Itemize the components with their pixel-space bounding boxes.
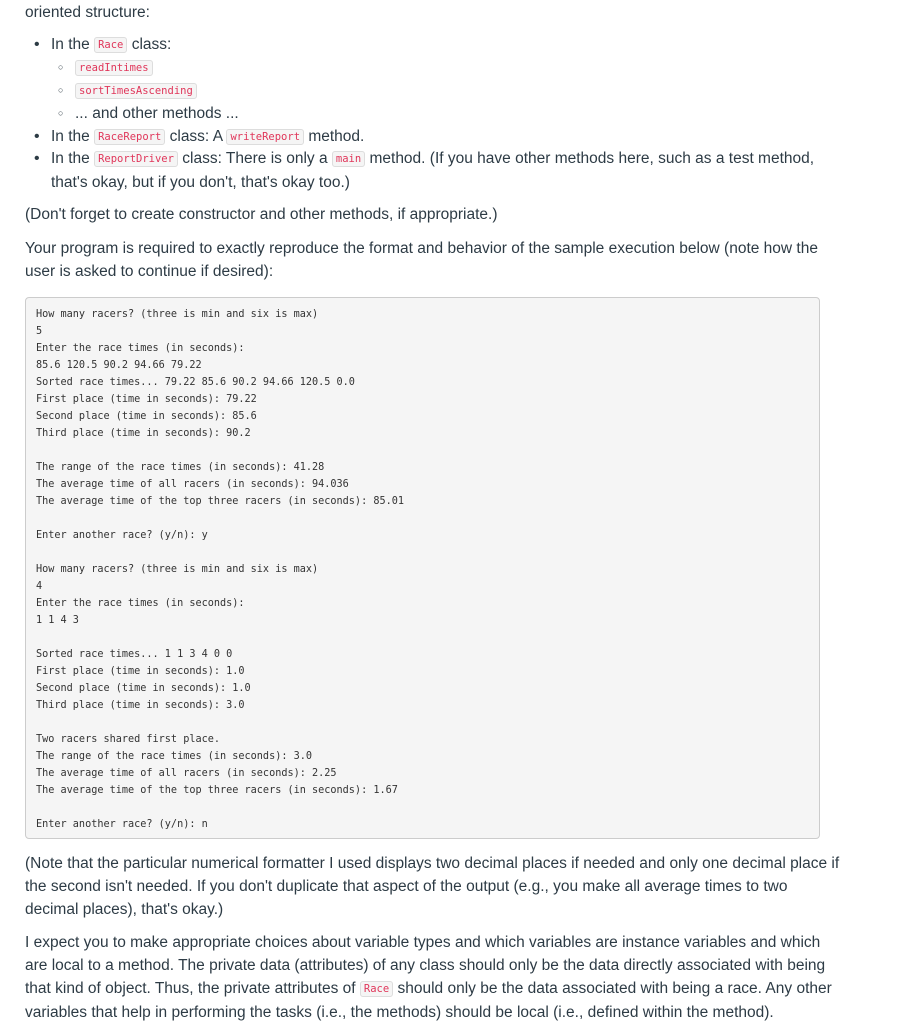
output-line: 5 [36, 326, 43, 337]
sample-execution-output [36, 306, 819, 833]
output-line: Enter the race times (in seconds): [36, 343, 245, 354]
output-line: How many racers? (three is min and six is max) [36, 564, 319, 575]
report-suffix: method. [304, 128, 365, 145]
driver-class-item [25, 147, 831, 194]
driver-class-code: ReportDriver [94, 151, 178, 167]
driver-prefix: In the [51, 150, 95, 167]
driver-mid: class: There is only a [177, 150, 332, 167]
method-item [25, 56, 835, 79]
output-line: First place (time in seconds): 1.0 [36, 666, 245, 677]
output-line: Enter another race? (y/n): n [36, 819, 208, 830]
report-class-code: RaceReport [94, 129, 165, 145]
output-line: The range of the race times (in seconds): 41.28 [36, 462, 325, 473]
report-class-item [25, 125, 835, 147]
requirement-paragraph: Your program is required to exactly reproduce the format and behavior of the sample execution below (note how the user is asked to continue if desired): [25, 240, 818, 280]
intro-line: oriented structure: [25, 4, 150, 21]
report-method-code: writeReport [226, 129, 304, 145]
expectations-after: should only be the data associated with being a race. Any other variables that help in performing the tasks (i.e., the methods) should be local (i.e., defined within the method). [25, 980, 832, 1021]
output-line: The average time of all racers (in seconds): 94.036 [36, 479, 349, 490]
method-code: sortTimesAscending [75, 83, 197, 99]
output-line: Sorted race times... 79.22 85.6 90.2 94.66 120.5 0.0 [36, 377, 355, 388]
race-class-item [25, 33, 835, 56]
output-line [36, 510, 819, 527]
output-line: First place (time in seconds): 79.22 [36, 394, 257, 405]
output-line: Second place (time in seconds): 85.6 [36, 411, 257, 422]
output-line [36, 629, 819, 646]
output-line [36, 714, 819, 731]
driver-method-code: main [332, 151, 365, 167]
output-line: Third place (time in seconds): 90.2 [36, 428, 251, 439]
driver-suffix: method. (If you have other methods here, such as a test method, that's okay, but if you don't, that's okay too.) [51, 150, 815, 191]
output-line: Enter the race times (in seconds): [36, 598, 245, 609]
structure-list [25, 33, 835, 194]
constructor-note: (Don't forget to create constructor and other methods, if appropriate.) [25, 206, 498, 223]
method-item [25, 79, 835, 102]
expectations-before: I expect you to make appropriate choices about variable types and which variables are instance variables and which are local to a method. The private data (attributes) of any class should only be the data directly associated with being that kind of object. Thus, the private attributes of [25, 934, 826, 997]
output-line: 4 [36, 581, 43, 592]
race-suffix: class: [127, 36, 172, 53]
report-prefix: In the [51, 128, 95, 145]
formatter-note: (Note that the particular numerical formatter I used displays two decimal places if needed and only one decimal place if the second isn't needed. If you don't duplicate that aspect of the output (e.g., you make all average times to two decimal places), that's okay.) [25, 855, 840, 918]
output-line: The average time of all racers (in seconds): 2.25 [36, 768, 337, 779]
output-line [36, 544, 819, 561]
method-code: readIntimes [75, 60, 153, 76]
race-class-code: Race [94, 37, 127, 53]
output-line: The average time of the top three racers (in seconds): 1.67 [36, 785, 398, 796]
output-line: Third place (time in seconds): 3.0 [36, 700, 245, 711]
output-line: How many racers? (three is min and six is max) [36, 309, 319, 320]
race-prefix: In the [51, 36, 95, 53]
output-line: Sorted race times... 1 1 3 4 0 0 [36, 649, 233, 660]
output-line: The average time of the top three racers (in seconds): 85.01 [36, 496, 405, 507]
output-line: 1 1 4 3 [36, 615, 79, 626]
output-line: The range of the race times (in seconds): 3.0 [36, 751, 313, 762]
output-line: Second place (time in seconds): 1.0 [36, 683, 251, 694]
expectations-paragraph [25, 931, 840, 1024]
output-line: Enter another race? (y/n): y [36, 530, 208, 541]
output-line [36, 442, 819, 459]
race-class-code: Race [360, 981, 393, 997]
sample-execution-box [25, 297, 820, 839]
method-item-more: ○ ... and other methods ... [25, 102, 835, 125]
output-line [36, 799, 819, 816]
output-line: Two racers shared first place. [36, 734, 221, 745]
output-line: 85.6 120.5 90.2 94.66 79.22 [36, 360, 202, 371]
report-mid: class: A [165, 128, 227, 145]
